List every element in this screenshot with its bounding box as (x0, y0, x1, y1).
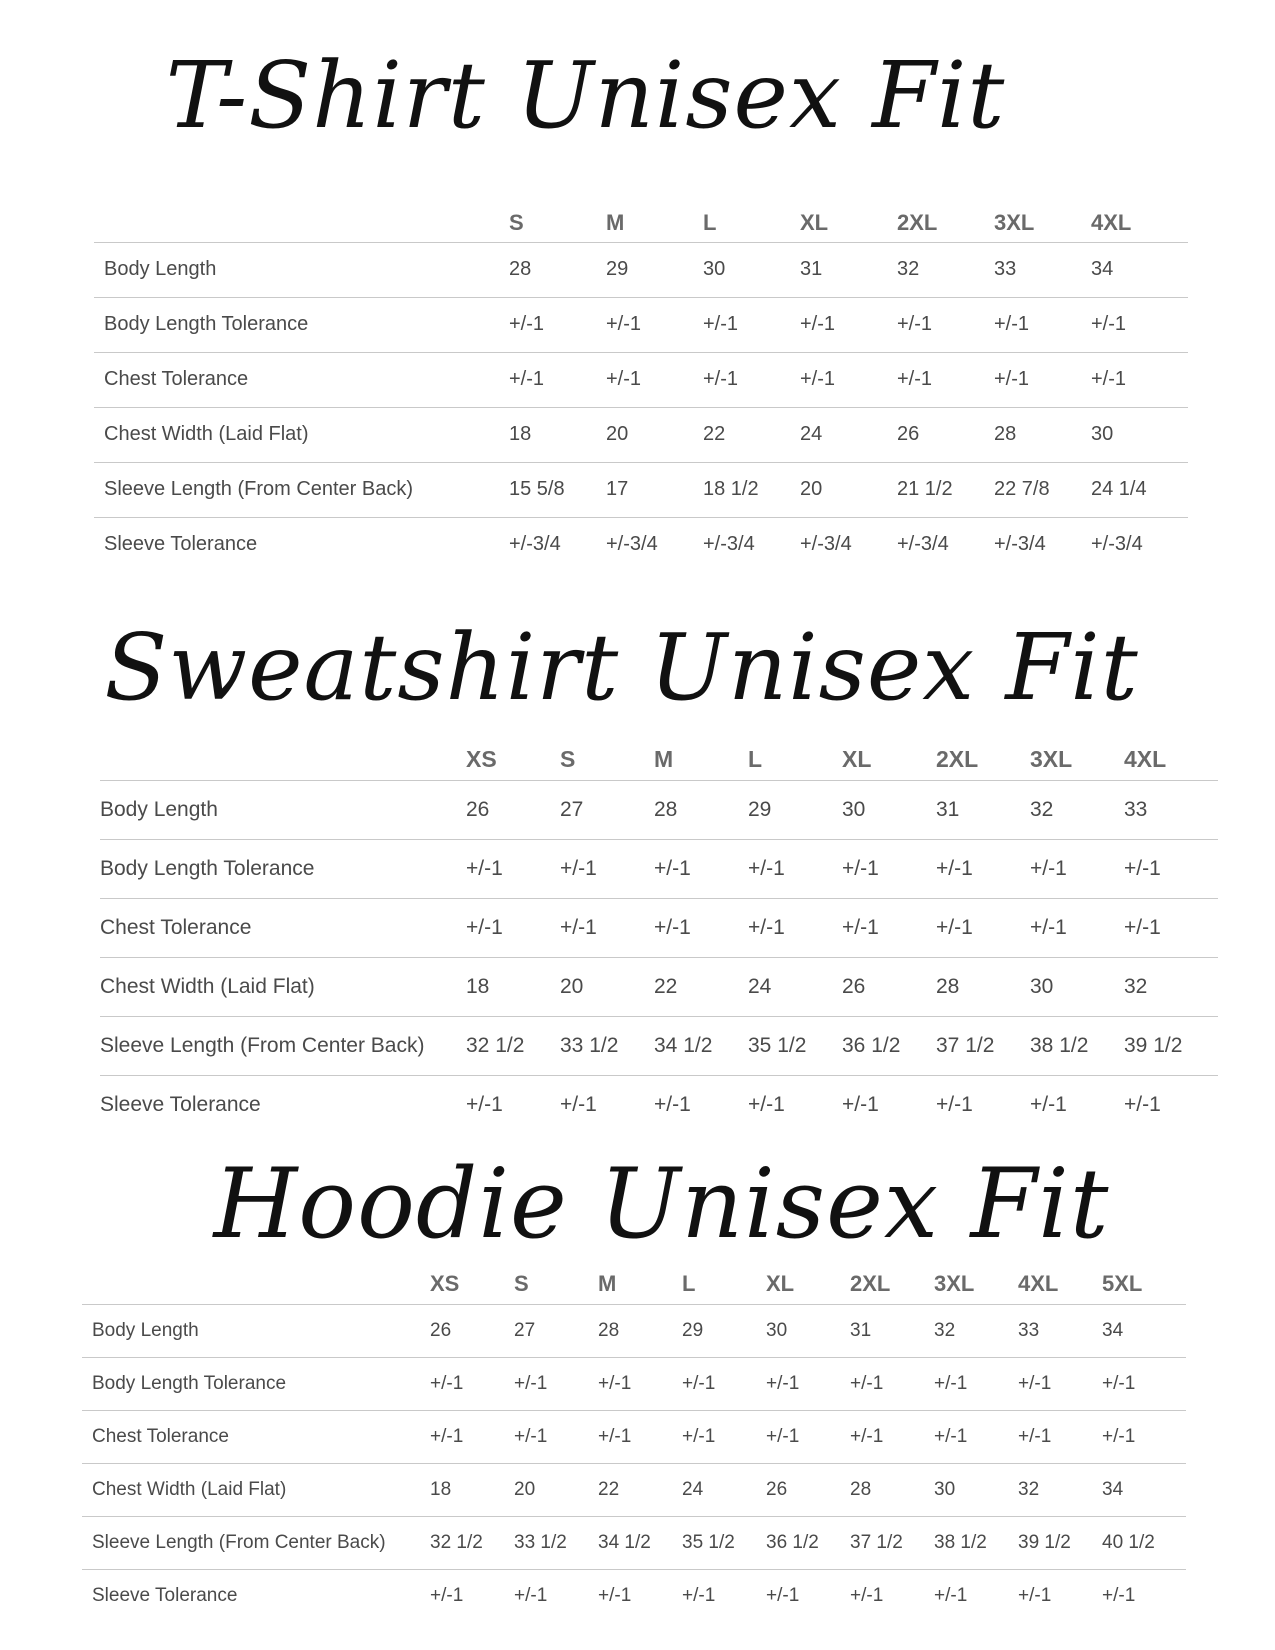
measurement-value: +/-1 (748, 1092, 785, 1116)
size-header: XS (466, 746, 497, 773)
measurement-value: 20 (514, 1478, 536, 1500)
measurement-value: 34 (1091, 258, 1114, 280)
measurement-value: 37 1/2 (936, 1033, 995, 1057)
size-header: M (654, 746, 674, 773)
measurement-value: +/-3/4 (703, 533, 755, 556)
size-header: XS (430, 1270, 460, 1296)
measurement-value: +/-1 (682, 1425, 716, 1447)
measurement-value: +/-1 (430, 1584, 464, 1606)
measurement-value: 32 (1018, 1478, 1040, 1500)
measurement-label: Chest Width (Laid Flat) (104, 423, 309, 445)
measurement-value: +/-1 (936, 915, 973, 939)
measurement-value: +/-1 (850, 1372, 884, 1394)
measurement-value: 27 (514, 1319, 536, 1341)
measurement-value: +/-1 (800, 368, 836, 390)
measurement-value: 38 1/2 (1030, 1033, 1089, 1057)
tshirt-section-title: T-Shirt Unisex Fit (165, 42, 1006, 149)
measurement-label: Chest Tolerance (104, 368, 249, 390)
table-row (94, 407, 1188, 462)
measurement-value: +/-1 (1018, 1425, 1052, 1447)
table-row (82, 1410, 1186, 1463)
measurement-value: +/-1 (1018, 1584, 1052, 1606)
measurement-value: +/-1 (1091, 368, 1127, 390)
measurement-value: 33 (994, 258, 1017, 280)
table-row (100, 780, 1218, 839)
measurement-value: +/-1 (766, 1584, 800, 1606)
measurement-value: 36 1/2 (842, 1033, 901, 1057)
table-row (94, 297, 1188, 352)
measurement-value: 34 1/2 (654, 1033, 713, 1057)
size-header: S (560, 746, 576, 773)
measurement-value: 18 (430, 1478, 452, 1500)
size-header-row (100, 740, 1218, 780)
measurement-value: 24 (748, 974, 772, 998)
measurement-value: 26 (842, 974, 866, 998)
measurement-value: +/-1 (606, 313, 642, 335)
measurement-label: Sleeve Tolerance (92, 1584, 238, 1606)
measurement-label: Sleeve Tolerance (100, 1092, 261, 1116)
measurement-value: +/-1 (1102, 1584, 1136, 1606)
measurement-value: 18 (509, 423, 532, 445)
size-header: XL (766, 1270, 795, 1296)
measurement-value: +/-1 (1030, 856, 1067, 880)
size-header: 2XL (850, 1270, 891, 1296)
measurement-value: +/-1 (466, 915, 503, 939)
measurement-value: +/-1 (560, 1092, 597, 1116)
measurement-value: +/-1 (934, 1372, 968, 1394)
table-row (94, 517, 1188, 572)
table-row (100, 839, 1218, 898)
measurement-value: +/-1 (800, 313, 836, 335)
measurement-value: +/-1 (936, 856, 973, 880)
measurement-label: Chest Width (Laid Flat) (100, 974, 315, 998)
measurement-value: 37 1/2 (850, 1531, 903, 1553)
measurement-value: +/-1 (598, 1584, 632, 1606)
measurement-value: 33 (1124, 797, 1148, 821)
measurement-value: 35 1/2 (682, 1531, 735, 1553)
measurement-label: Sleeve Tolerance (104, 533, 258, 556)
measurement-value: +/-1 (514, 1425, 548, 1447)
header-spacer (94, 204, 509, 242)
measurement-value: +/-3/4 (897, 533, 949, 556)
size-header: 2XL (936, 746, 979, 773)
measurement-label: Body Length (92, 1319, 199, 1341)
size-header: M (606, 209, 625, 235)
size-header: S (509, 209, 524, 235)
table-row (100, 898, 1218, 957)
measurement-label: Sleeve Length (From Center Back) (92, 1531, 386, 1553)
measurement-value: +/-1 (994, 313, 1030, 335)
measurement-value: +/-1 (509, 368, 545, 390)
size-header: M (598, 1270, 617, 1296)
measurement-value: +/-1 (934, 1584, 968, 1606)
measurement-value: 28 (850, 1478, 872, 1500)
measurement-value: +/-3/4 (800, 533, 852, 556)
measurement-value: 32 (1124, 974, 1148, 998)
measurement-value: 28 (936, 974, 960, 998)
measurement-value: 26 (897, 423, 920, 445)
measurement-value: 20 (606, 423, 629, 445)
measurement-value: +/-1 (766, 1425, 800, 1447)
measurement-value: 31 (936, 797, 960, 821)
measurement-value: 39 1/2 (1124, 1033, 1183, 1057)
measurement-value: +/-1 (703, 313, 739, 335)
measurement-value: +/-1 (466, 1092, 503, 1116)
measurement-value: 20 (800, 478, 823, 500)
measurement-value: 32 (1030, 797, 1054, 821)
measurement-value: 32 1/2 (466, 1033, 525, 1057)
size-header-row (94, 204, 1188, 242)
measurement-value: +/-1 (1124, 856, 1161, 880)
measurement-value: 28 (654, 797, 678, 821)
measurement-value: +/-1 (654, 856, 691, 880)
measurement-value: +/-1 (1091, 313, 1127, 335)
table-row (94, 462, 1188, 517)
measurement-value: 30 (703, 258, 726, 280)
measurement-label: Chest Tolerance (100, 915, 252, 939)
measurement-value: +/-1 (850, 1584, 884, 1606)
sweatshirt-size-table (100, 740, 1218, 1134)
measurement-value: 33 (1018, 1319, 1040, 1341)
size-header: 4XL (1124, 746, 1167, 773)
measurement-value: 34 1/2 (598, 1531, 651, 1553)
measurement-value: +/-1 (560, 915, 597, 939)
size-header: 4XL (1091, 209, 1132, 235)
measurement-value: +/-1 (842, 915, 879, 939)
measurement-value: 22 (654, 974, 678, 998)
measurement-value: 34 (1102, 1319, 1124, 1341)
size-header: XL (800, 209, 829, 235)
measurement-value: +/-1 (606, 368, 642, 390)
measurement-value: 28 (598, 1319, 620, 1341)
measurement-value: +/-1 (430, 1425, 464, 1447)
measurement-value: +/-1 (1124, 1092, 1161, 1116)
measurement-value: 26 (430, 1319, 452, 1341)
size-header: S (514, 1270, 529, 1296)
table-row (100, 1016, 1218, 1075)
measurement-value: 29 (606, 258, 629, 280)
measurement-value: 21 1/2 (897, 478, 953, 500)
measurement-value: 22 (703, 423, 726, 445)
measurement-label: Body Length (100, 797, 218, 821)
measurement-value: 36 1/2 (766, 1531, 819, 1553)
table-row (94, 352, 1188, 407)
measurement-value: 26 (766, 1478, 788, 1500)
measurement-value: 26 (466, 797, 490, 821)
measurement-value: +/-1 (514, 1372, 548, 1394)
header-spacer (82, 1264, 430, 1304)
measurement-value: +/-1 (994, 368, 1030, 390)
measurement-value: 40 1/2 (1102, 1531, 1155, 1553)
measurement-value: +/-1 (1102, 1372, 1136, 1394)
measurement-value: 32 1/2 (430, 1531, 483, 1553)
measurement-value: 31 (850, 1319, 872, 1341)
size-header: L (748, 746, 763, 773)
measurement-value: +/-1 (842, 1092, 879, 1116)
measurement-value: 30 (766, 1319, 788, 1341)
measurement-value: 24 1/4 (1091, 478, 1147, 500)
sweatshirt-section-title: Sweatshirt Unisex Fit (104, 614, 1139, 721)
measurement-value: +/-1 (1030, 915, 1067, 939)
measurement-value: 24 (682, 1478, 704, 1500)
measurement-label: Body Length Tolerance (104, 313, 309, 335)
measurement-value: 28 (994, 423, 1017, 445)
measurement-value: 39 1/2 (1018, 1531, 1071, 1553)
measurement-value: 20 (560, 974, 584, 998)
measurement-value: 31 (800, 258, 823, 280)
size-header: 3XL (1030, 746, 1073, 773)
measurement-label: Chest Width (Laid Flat) (92, 1478, 287, 1500)
table-row (94, 242, 1188, 297)
measurement-value: 32 (934, 1319, 956, 1341)
size-header: 3XL (934, 1270, 975, 1296)
measurement-value: +/-1 (682, 1584, 716, 1606)
measurement-value: 29 (682, 1319, 704, 1341)
measurement-value: +/-1 (1124, 915, 1161, 939)
measurement-value: +/-1 (654, 915, 691, 939)
measurement-label: Body Length (104, 258, 217, 280)
table-row (82, 1569, 1186, 1622)
size-header-row (82, 1264, 1186, 1304)
measurement-value: 35 1/2 (748, 1033, 807, 1057)
measurement-value: 27 (560, 797, 584, 821)
measurement-value: +/-1 (430, 1372, 464, 1394)
measurement-label: Sleeve Length (From Center Back) (104, 478, 414, 500)
measurement-value: 17 (606, 478, 629, 500)
measurement-value: 30 (1030, 974, 1054, 998)
measurement-value: +/-1 (748, 856, 785, 880)
measurement-value: +/-1 (466, 856, 503, 880)
measurement-value: 28 (509, 258, 532, 280)
measurement-value: +/-1 (509, 313, 545, 335)
measurement-value: +/-1 (850, 1425, 884, 1447)
measurement-value: +/-1 (1102, 1425, 1136, 1447)
measurement-value: 30 (934, 1478, 956, 1500)
measurement-value: +/-1 (934, 1425, 968, 1447)
measurement-label: Body Length Tolerance (100, 856, 315, 880)
measurement-value: +/-3/4 (1091, 533, 1143, 556)
measurement-value: +/-1 (1018, 1372, 1052, 1394)
size-header: L (703, 209, 717, 235)
size-header: 5XL (1102, 1270, 1143, 1296)
header-spacer (100, 740, 466, 780)
measurement-value: +/-1 (682, 1372, 716, 1394)
measurement-value: +/-1 (703, 368, 739, 390)
measurement-label: Chest Tolerance (92, 1425, 229, 1447)
measurement-value: +/-3/4 (606, 533, 658, 556)
table-row (82, 1357, 1186, 1410)
measurement-value: +/-1 (748, 915, 785, 939)
size-header: 4XL (1018, 1270, 1059, 1296)
measurement-value: 18 1/2 (703, 478, 759, 500)
measurement-value: 22 7/8 (994, 478, 1050, 500)
measurement-value: 30 (842, 797, 866, 821)
measurement-value: 18 (466, 974, 490, 998)
table-row (100, 957, 1218, 1016)
measurement-value: 33 1/2 (560, 1033, 619, 1057)
measurement-value: +/-1 (654, 1092, 691, 1116)
measurement-value: +/-1 (842, 856, 879, 880)
tshirt-size-table (94, 204, 1188, 572)
size-header: 2XL (897, 209, 938, 235)
measurement-value: +/-1 (897, 313, 933, 335)
measurement-value: 30 (1091, 423, 1114, 445)
measurement-value: 29 (748, 797, 772, 821)
measurement-value: +/-1 (897, 368, 933, 390)
hoodie-size-table (82, 1264, 1186, 1622)
measurement-value: +/-1 (514, 1584, 548, 1606)
measurement-label: Sleeve Length (From Center Back) (100, 1033, 425, 1057)
measurement-value: 33 1/2 (514, 1531, 567, 1553)
measurement-value: +/-1 (1030, 1092, 1067, 1116)
table-row (82, 1304, 1186, 1357)
measurement-value: 38 1/2 (934, 1531, 987, 1553)
measurement-value: 22 (598, 1478, 620, 1500)
size-header: L (682, 1270, 696, 1296)
measurement-value: 32 (897, 258, 920, 280)
size-header: 3XL (994, 209, 1035, 235)
measurement-value: 15 5/8 (509, 478, 565, 500)
measurement-value: +/-1 (598, 1372, 632, 1394)
measurement-value: 34 (1102, 1478, 1124, 1500)
table-row (100, 1075, 1218, 1134)
hoodie-section-title: Hoodie Unisex Fit (213, 1148, 1110, 1260)
table-row (82, 1516, 1186, 1569)
table-row (82, 1463, 1186, 1516)
measurement-value: +/-1 (936, 1092, 973, 1116)
measurement-value: +/-3/4 (994, 533, 1046, 556)
measurement-value: +/-1 (598, 1425, 632, 1447)
measurement-value: +/-1 (766, 1372, 800, 1394)
measurement-value: +/-3/4 (509, 533, 561, 556)
size-header: XL (842, 746, 872, 773)
measurement-value: 24 (800, 423, 823, 445)
measurement-label: Body Length Tolerance (92, 1372, 287, 1394)
measurement-value: +/-1 (560, 856, 597, 880)
